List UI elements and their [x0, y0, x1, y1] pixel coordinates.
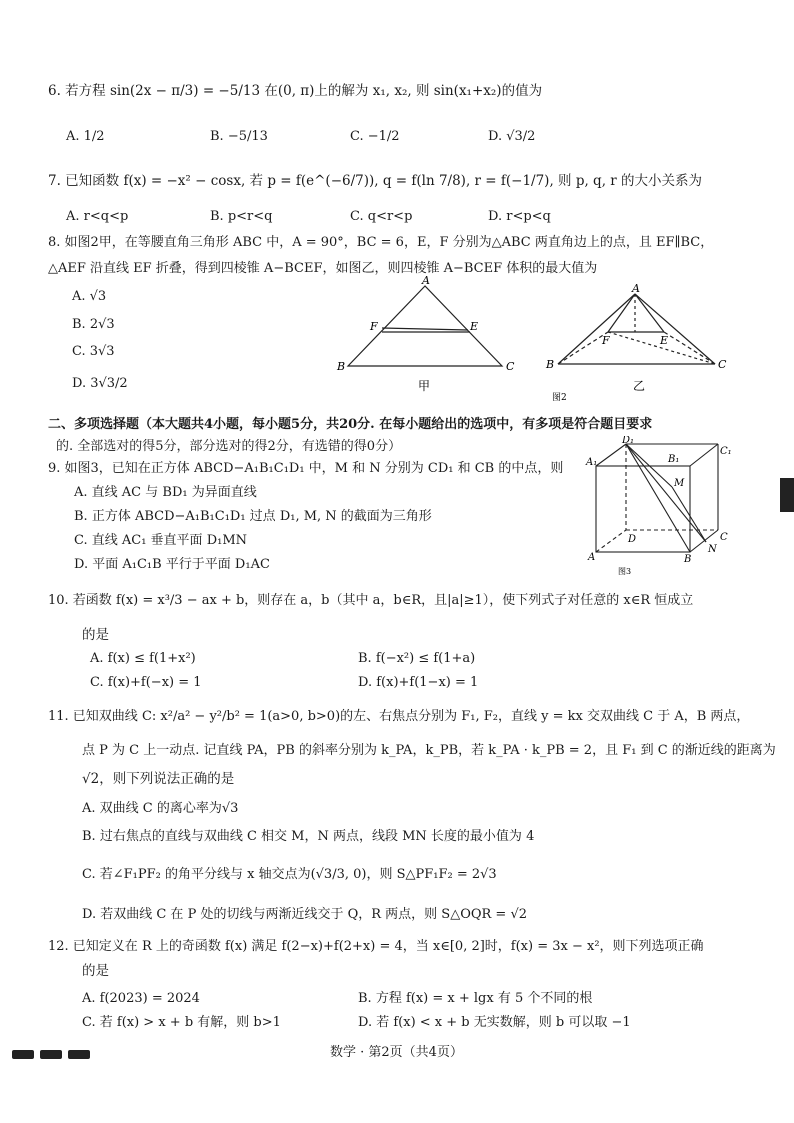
- fig2-left-label-f: F: [370, 320, 378, 333]
- footer-mark-1: [12, 1050, 34, 1059]
- q6-option-c: C. −1/2: [350, 129, 400, 144]
- footer-mark-3: [68, 1050, 90, 1059]
- fig3-label-a1: A₁: [586, 457, 598, 468]
- q7-option-a: A. r<q<p: [66, 209, 129, 224]
- fig3-label-a: A: [588, 552, 596, 563]
- q7-option-c: C. q<r<p: [350, 209, 413, 224]
- q6-stem: 6. 若方程 sin(2x − π/3) = −5/13 在(0, π)上的解为 x₁, x₂, 则 sin(x₁+x₂)的值为: [48, 83, 543, 99]
- q7-option-d: D. r<p<q: [488, 209, 551, 224]
- q12-option-a: A. f(2023) = 2024: [82, 991, 200, 1006]
- fig2-right-label-a: A: [632, 282, 640, 295]
- q11-line2: 点 P 为 C 上一动点. 记直线 PA，PB 的斜率分别为 k_PA，k_PB，若 k_PA · k_PB = 2，且 F₁ 到 C 的渐近线的距离为: [82, 743, 776, 758]
- q12-option-d: D. 若 f(x) < x + b 无实数解，则 b 可以取 −1: [358, 1015, 631, 1030]
- q6-option-b: B. −5/13: [210, 129, 268, 144]
- fig3-label-b1: B₁: [668, 454, 680, 465]
- fig3-label-c: C: [720, 532, 728, 543]
- q6-option-a: A. 1/2: [66, 129, 105, 144]
- fig3-label: 图3: [618, 567, 632, 576]
- q6-option-d: D. √3/2: [488, 129, 536, 144]
- side-tab-marker: [780, 478, 794, 512]
- fig3-label-d: D: [628, 534, 637, 545]
- fig2-caption-right: 乙: [633, 379, 646, 393]
- q9-option-c: C. 直线 AC₁ 垂直平面 D₁MN: [74, 533, 248, 548]
- q12-line2: 的是: [82, 963, 109, 979]
- q11-option-d: D. 若双曲线 C 在 P 处的切线与两渐近线交于 Q，R 两点，则 S△OQR = √2: [82, 907, 528, 922]
- q9-option-d: D. 平面 A₁C₁B 平行于平面 D₁AC: [74, 557, 270, 572]
- q10-option-a: A. f(x) ≤ f(1+x²): [90, 651, 196, 666]
- fig2-right-label-e: E: [660, 334, 669, 347]
- q8-line1: 8. 如图2甲，在等腰直角三角形 ABC 中，A = 90°，BC = 6，E，F 分别为△ABC 两直角边上的点，且 EF∥BC，: [48, 235, 714, 250]
- q10-option-b: B. f(−x²) ≤ f(1+a): [358, 651, 476, 666]
- q8-line2: △AEF 沿直线 EF 折叠，得到四棱锥 A−BCEF，如图乙，则四棱锥 A−BCEF 体积的最大值为: [48, 261, 598, 276]
- q9-stem: 9. 如图3，已知在正方体 ABCD−A₁B₁C₁D₁ 中，M 和 N 分别为 CD₁ 和 CB 的中点，则: [48, 461, 564, 476]
- q8-option-c: C. 3√3: [72, 344, 115, 359]
- q8-option-d: D. 3√3/2: [72, 376, 128, 391]
- q9-option-a: A. 直线 AC 与 BD₁ 为异面直线: [74, 485, 257, 500]
- fig3-label-m: M: [674, 478, 685, 489]
- fig2-right-label-f: F: [602, 334, 610, 347]
- fig2-right-label-b: B: [546, 358, 555, 371]
- q10-line2: 的是: [82, 627, 109, 643]
- q9-option-b: B. 正方体 ABCD−A₁B₁C₁D₁ 过点 D₁, M, N 的截面为三角形: [74, 509, 432, 524]
- q11-option-a: A. 双曲线 C 的离心率为√3: [82, 801, 239, 816]
- fig2-left-label-b: B: [337, 360, 346, 373]
- figure-3: [584, 436, 734, 578]
- fig2-left-label-c: C: [506, 360, 515, 373]
- fig3-label-n: N: [708, 544, 717, 555]
- fig2-caption-left: 甲: [418, 379, 431, 393]
- q11-line1: 11. 已知双曲线 C: x²/a² − y²/b² = 1(a>0, b>0)的左、右焦点分别为 F₁, F₂，直线 y = kx 交双曲线 C 于 A，B 两点，: [48, 709, 750, 724]
- q7-stem: 7. 已知函数 f(x) = −x² − cosx, 若 p = f(e^(−6/7)), q = f(ln 7/8), r = f(−1/7), 则 p, q, r 的大小关系为: [48, 173, 703, 189]
- fig3-label-d1: D₁: [622, 436, 635, 446]
- footer-mark-2: [40, 1050, 62, 1059]
- q10-line1: 10. 若函数 f(x) = x³/3 − ax + b，则存在 a，b（其中 a，b∈R，且|a|≥1），使下列式子对任意的 x∈R 恒成立: [48, 593, 694, 608]
- q12-line1: 12. 已知定义在 R 上的奇函数 f(x) 满足 f(2−x)+f(2+x) = 4，当 x∈[0, 2]时，f(x) = 3x − x²，则下列选项正确: [48, 939, 704, 954]
- q8-option-b: B. 2√3: [72, 317, 115, 332]
- fig3-label-b: B: [684, 554, 692, 565]
- fig2-left-label-a: A: [422, 274, 430, 287]
- q11-option-c: C. 若∠F₁PF₂ 的角平分线与 x 轴交点为(√3/3, 0)，则 S△PF₁F₂ = 2√3: [82, 867, 497, 882]
- q12-option-b: B. 方程 f(x) = x + lgx 有 5 个不同的根: [358, 991, 593, 1006]
- fig3-label-c1: C₁: [720, 446, 732, 457]
- q8-option-a: A. √3: [72, 289, 107, 304]
- figure-3-cube: [596, 444, 718, 552]
- q10-option-c: C. f(x)+f(−x) = 1: [90, 675, 202, 690]
- fig2-left-label-e: E: [470, 320, 479, 333]
- q7-option-b: B. p<r<q: [210, 209, 273, 224]
- fig2-label: 图2: [552, 393, 567, 403]
- section2-header-line2: 的. 全部选对的得5分，部分选对的得2分，有选错的得0分）: [56, 439, 402, 454]
- q11-option-b: B. 过右焦点的直线与双曲线 C 相交 M，N 两点，线段 MN 长度的最小值为 4: [82, 829, 535, 844]
- figure-2-right-pyramid: [558, 294, 715, 364]
- q11-line3: √2，则下列说法正确的是: [82, 771, 235, 787]
- section2-header-line1: 二、多项选择题（本大题共4小题，每小题5分，共20分. 在每小题给出的选项中，有多项是符合题目要求: [48, 417, 653, 432]
- q10-option-d: D. f(x)+f(1−x) = 1: [358, 675, 479, 690]
- figure-2: [330, 272, 730, 407]
- q12-option-c: C. 若 f(x) > x + b 有解，则 b>1: [82, 1015, 281, 1030]
- fig2-right-label-c: C: [718, 358, 727, 371]
- footer-page-number: 数学 · 第2页（共4页）: [330, 1045, 463, 1060]
